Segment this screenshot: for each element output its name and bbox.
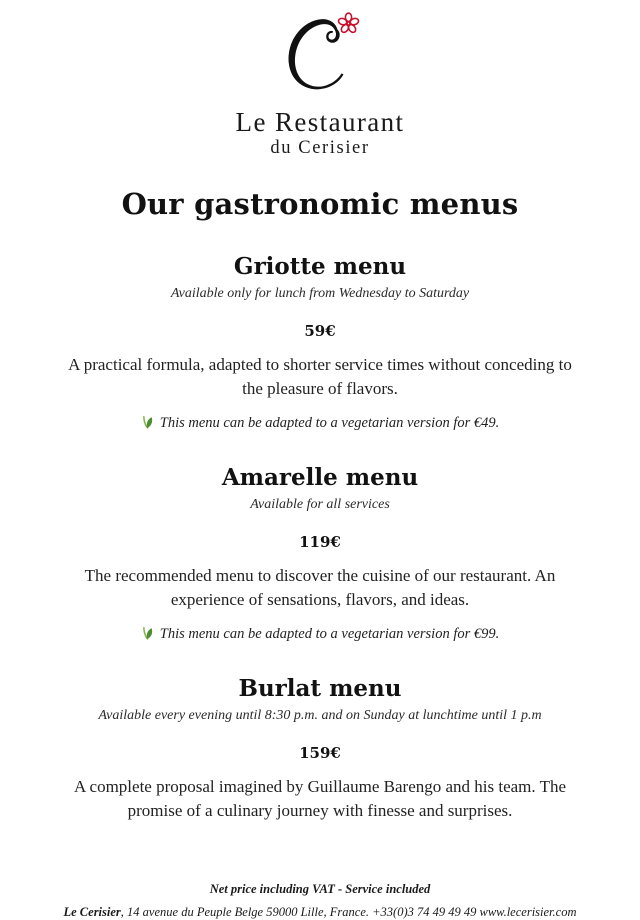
stylized-c-monogram-icon: [289, 19, 344, 89]
menu-price: 159€: [299, 744, 341, 763]
vegetarian-note: [141, 626, 500, 643]
footer-price-notice: Net price including VAT - Service included: [209, 881, 431, 896]
footer-brand-name: Le Cerisier: [63, 904, 121, 919]
menu-availability: Available for all services: [250, 497, 390, 513]
menu-section-burlat: [0, 661, 640, 823]
leaf-icon: [141, 414, 158, 431]
footer-address-line: [64, 905, 577, 920]
menu-price: 119€: [299, 533, 341, 552]
vegetarian-note-text: This menu can be adapted to a vegetarian version for €99.: [159, 626, 500, 643]
leaf-icon: [141, 625, 158, 642]
cherry-blossom-icon: [338, 13, 360, 34]
vegetarian-note-text: This menu can be adapted to a vegetarian version for €49.: [159, 415, 500, 432]
footer: [0, 882, 640, 920]
menu-title: Amarelle menu: [221, 464, 419, 492]
menu-description: The recommended menu to discover the cuisine of our restaurant. An experience of sensations, flavors, and ideas.: [84, 566, 556, 610]
logo-mark: [265, 14, 375, 96]
menu-price: 59€: [304, 321, 336, 340]
menu-section-amarelle: [0, 450, 640, 643]
menu-availability: Available every evening until 8:30 p.m. and on Sunday at lunchtime until 1 p.m: [98, 708, 542, 724]
vegetarian-note: [141, 415, 500, 432]
brand-logo: [236, 14, 405, 159]
menu-description: A complete proposal imagined by Guillaume Barengo and his team. The promise of a culinary journey with finesse and surprises.: [73, 777, 567, 821]
page-title: Our gastronomic menus: [121, 186, 519, 221]
brand-name-line2: du Cerisier: [270, 138, 370, 159]
menu-availability: Available only for lunch from Wednesday to Saturday: [170, 285, 470, 301]
menu-section-griotte: [0, 239, 640, 432]
brand-name-line1: Le Restaurant: [235, 107, 405, 137]
menu-description: A practical formula, adapted to shorter service times without conceding to the pleasure of flavors.: [68, 354, 572, 398]
menu-title: Burlat menu: [238, 675, 402, 703]
footer-address-text: , 14 avenue du Peuple Belge 59000 Lille, France. +33(0)3 74 49 49 49 www.lecerisier.com: [120, 904, 577, 919]
menu-title: Griotte menu: [233, 252, 407, 280]
